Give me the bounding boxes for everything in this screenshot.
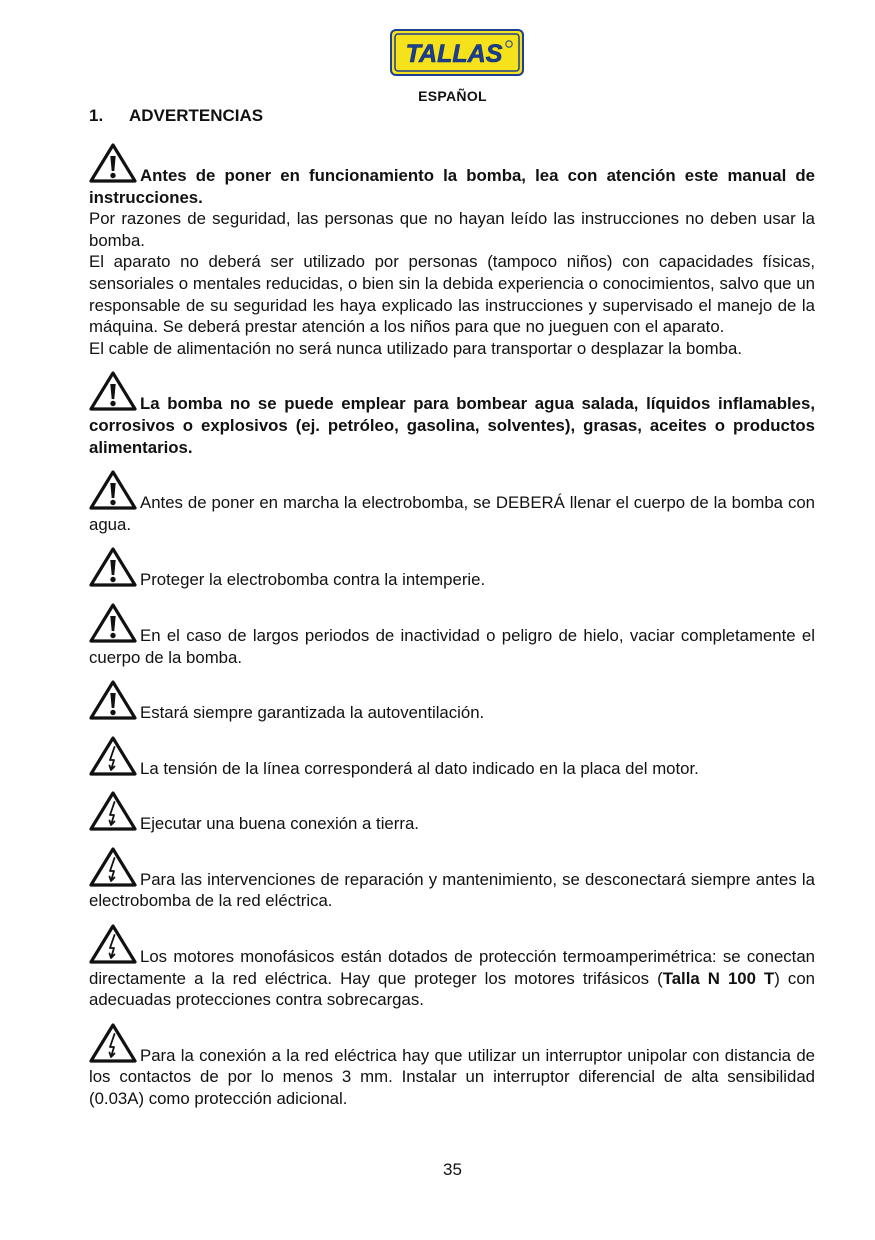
electrical-warning-block [89,924,815,1011]
section-heading [89,106,263,126]
warning-text: Los motores monofásicos están dotados de protección termoamperimétrica: se conectan directamente a la red eléctrica. Hay que proteger los motores trifásicos ( [89,947,815,988]
electrical-hazard-icon [89,736,137,776]
warning-text: Para las intervenciones de reparación y mantenimiento, se desconectará siempre antes la electrobomba de la red eléctrica. [89,869,815,911]
warning-text: Para la conexión a la red eléctrica hay que utilizar un interruptor unipolar con distancia de los contactos de por lo menos 3 mm. Instalar un interruptor diferencial de alta sensibilidad (0.03A) como protección adicional. [89,1045,815,1109]
page-number: 35 [443,1160,462,1179]
warning-icon [89,371,137,411]
section-title: ADVERTENCIAS [129,106,264,125]
electrical-warning-block [89,736,815,780]
model-name: Talla N 100 T [662,968,775,988]
warning-icon [89,470,137,510]
brand-logo [390,29,524,76]
warning-text: Antes de poner en funcionamiento la bomba, lea con atención este manual de instrucciones. [89,166,815,207]
warning-text: La tensión de la línea corresponderá al dato indicado en la placa del motor. [140,758,699,778]
language-label: ESPAÑOL [418,88,487,104]
brand-logo-text: TALLAS [405,40,503,68]
warning-text: Ejecutar una buena conexión a tierra. [140,814,419,834]
section-number: 1. [89,106,104,125]
warning-text: Proteger la electrobomba contra la intemperie. [140,570,486,590]
electrical-hazard-icon [89,924,137,964]
paragraph: El cable de alimentación no será nunca utilizado para transportar o desplazar la bomba. [89,338,742,358]
paragraph: Por razones de seguridad, las personas que no hayan leído las instrucciones no deben usar la bomba. [89,209,815,250]
warning-text: ) con adecuadas protecciones contra sobrecargas. [89,968,815,1010]
warning-text: Antes de poner en marcha la electrobomba, se DEBERÁ llenar el cuerpo de la bomba con agua. [89,493,815,534]
warning-block [89,143,815,359]
warning-text: La bomba no se puede emplear para bombear agua salada, líquidos inflamables, corrosivos o explosivos (ej. petróleo, gasolina, solventes), grasas, aceites o productos alimentarios. [89,394,815,457]
warning-icon [89,680,137,720]
warning-block [89,371,815,458]
electrical-hazard-icon [89,791,137,831]
electrical-warning-block [89,791,815,835]
electrical-hazard-icon [89,847,137,887]
warning-icon [89,603,137,643]
warning-block [89,680,815,724]
warning-text: Estará siempre garantizada la autoventilación. [140,703,485,723]
electrical-warning-block [89,847,815,912]
warning-block [89,547,815,591]
electrical-warning-block [89,1023,815,1110]
electrical-hazard-icon [89,1023,137,1063]
warning-text: En el caso de largos periodos de inactividad o peligro de hielo, vaciar completamente el cuerpo de la bomba. [89,625,815,667]
paragraph: El aparato no deberá ser utilizado por personas (tampoco niños) con capacidades físicas, sensoriales o mentales reducidas, o bien sin la debida experiencia o conocimientos, salvo que un responsable de su seguridad les haya explicado las instrucciones y supervisado el manejo de la máquina. Se deberá prestar atención a los niños para que no jueguen con el aparato. [89,252,815,337]
warning-block [89,470,815,535]
warning-icon [89,143,137,183]
warning-icon [89,547,137,587]
warning-block [89,603,815,668]
warnings-list [89,143,815,1122]
